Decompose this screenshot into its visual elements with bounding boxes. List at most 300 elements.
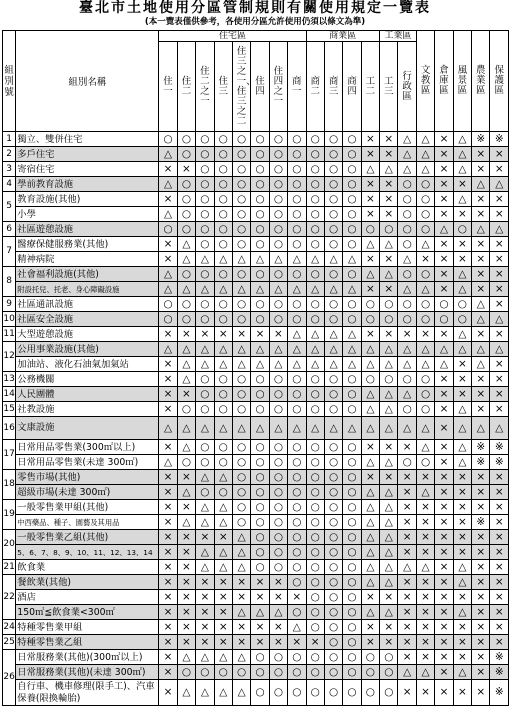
permission-cell: ○ — [177, 297, 195, 312]
table-row — [3, 267, 509, 282]
header-zone-group: 工業區 — [380, 31, 417, 42]
permission-cell: △ — [416, 485, 434, 500]
permission-cell: △ — [343, 282, 361, 297]
permission-cell: ○ — [251, 680, 269, 706]
permission-cell: ○ — [251, 312, 269, 327]
permission-cell: × — [398, 590, 416, 605]
group-name-cell: 人民團體 — [16, 387, 159, 402]
permission-cell: × — [288, 635, 306, 650]
permission-cell: ○ — [324, 620, 342, 635]
permission-cell: △ — [159, 267, 177, 282]
permission-cell: ○ — [324, 402, 342, 417]
permission-cell: △ — [196, 545, 214, 560]
permission-cell: △ — [324, 327, 342, 342]
permission-cell: ○ — [343, 297, 361, 312]
permission-cell: ○ — [324, 515, 342, 530]
permission-cell: × — [490, 500, 509, 515]
permission-cell: △ — [380, 162, 398, 177]
permission-cell: × — [435, 455, 453, 470]
permission-cell: ○ — [398, 312, 416, 327]
permission-cell: ○ — [361, 680, 379, 706]
permission-cell: ○ — [324, 372, 342, 387]
permission-cell: ○ — [214, 177, 232, 192]
permission-cell: × — [472, 252, 490, 267]
permission-cell: × — [435, 147, 453, 162]
permission-cell: × — [380, 207, 398, 222]
permission-cell: ○ — [196, 312, 214, 327]
permission-cell: ○ — [288, 560, 306, 575]
permission-cell: × — [472, 680, 490, 706]
permission-cell: △ — [380, 605, 398, 620]
permission-cell: ○ — [324, 297, 342, 312]
permission-cell: △ — [324, 252, 342, 267]
permission-cell: × — [416, 575, 434, 590]
permission-cell: ○ — [269, 177, 287, 192]
group-number-cell: 19 — [3, 500, 16, 530]
permission-cell: ○ — [196, 132, 214, 147]
permission-cell: × — [490, 327, 509, 342]
permission-cell: ○ — [232, 222, 250, 237]
permission-cell: ○ — [306, 132, 324, 147]
permission-cell: ○ — [214, 440, 232, 455]
permission-cell: △ — [361, 267, 379, 282]
permission-cell: △ — [361, 485, 379, 500]
permission-cell: × — [196, 605, 214, 620]
permission-cell: × — [435, 387, 453, 402]
permission-cell: × — [472, 402, 490, 417]
permission-cell: ○ — [269, 440, 287, 455]
permission-cell: △ — [435, 222, 453, 237]
permission-cell: × — [196, 575, 214, 590]
permission-cell: ○ — [398, 222, 416, 237]
group-name-cell: 餐飲業(其他) — [16, 575, 159, 590]
permission-cell: △ — [214, 545, 232, 560]
permission-cell: × — [472, 237, 490, 252]
group-number-cell: 4 — [3, 177, 16, 192]
permission-cell: × — [472, 372, 490, 387]
permission-cell: ○ — [306, 297, 324, 312]
permission-cell: △ — [380, 485, 398, 500]
group-name-cell: 特種零售業乙組 — [16, 635, 159, 650]
permission-cell: ○ — [214, 455, 232, 470]
permission-cell: ○ — [288, 650, 306, 665]
permission-cell: △ — [361, 545, 379, 560]
permission-cell: ○ — [343, 560, 361, 575]
permission-cell: ○ — [306, 620, 324, 635]
permission-cell: ○ — [416, 402, 434, 417]
group-name-cell: 150㎡≦飲食業<300㎡ — [16, 605, 159, 620]
group-number-cell: 8 — [3, 267, 16, 297]
permission-cell: ○ — [269, 312, 287, 327]
permission-cell: △ — [159, 282, 177, 297]
permission-cell: ○ — [269, 372, 287, 387]
permission-cell: △ — [398, 282, 416, 297]
permission-cell: ○ — [343, 650, 361, 665]
permission-cell: × — [472, 147, 490, 162]
permission-cell: × — [159, 635, 177, 650]
header-zone: 工二 — [361, 42, 379, 132]
permission-cell: × — [472, 620, 490, 635]
permission-cell: ○ — [196, 485, 214, 500]
permission-cell: × — [490, 252, 509, 267]
permission-cell: × — [398, 327, 416, 342]
permission-cell: ○ — [453, 312, 471, 327]
permission-cell: ○ — [343, 665, 361, 680]
group-name-cell: 一般零售業甲組(其他) — [16, 500, 159, 515]
permission-cell: ○ — [288, 267, 306, 282]
permission-cell: × — [416, 590, 434, 605]
header-group-name: 組別名稱 — [16, 31, 159, 132]
permission-cell: ○ — [343, 147, 361, 162]
permission-cell: × — [490, 192, 509, 207]
permission-cell: △ — [416, 147, 434, 162]
permission-cell: × — [159, 620, 177, 635]
permission-cell: △ — [416, 440, 434, 455]
permission-cell: × — [380, 177, 398, 192]
permission-cell: ※ — [490, 680, 509, 706]
permission-cell: × — [398, 650, 416, 665]
permission-cell: × — [435, 650, 453, 665]
permission-cell: △ — [453, 132, 471, 147]
permission-cell: △ — [343, 252, 361, 267]
page-subtitle: (本一覽表僅供參考，各使用分區允許使用仍須以條文為準) — [144, 17, 366, 27]
permission-cell: ○ — [380, 680, 398, 706]
permission-cell: × — [435, 635, 453, 650]
permission-cell: △ — [196, 357, 214, 372]
header-zone: 行政區 — [398, 42, 416, 132]
permission-cell: ○ — [306, 147, 324, 162]
group-name-cell: 公務機關 — [16, 372, 159, 387]
permission-cell: × — [435, 605, 453, 620]
permission-cell: × — [472, 575, 490, 590]
permission-cell: ○ — [232, 387, 250, 402]
permission-cell: ○ — [196, 455, 214, 470]
header-zone: 住四 — [251, 42, 269, 132]
permission-cell: ○ — [196, 387, 214, 402]
permission-cell: ○ — [269, 162, 287, 177]
permission-cell: × — [490, 267, 509, 282]
permission-cell: △ — [453, 162, 471, 177]
group-number-cell: 9 — [3, 297, 16, 312]
permission-cell: △ — [177, 237, 195, 252]
permission-cell: × — [435, 680, 453, 706]
group-number-cell: 24 — [3, 620, 16, 635]
permission-cell: ○ — [214, 387, 232, 402]
permission-cell: × — [435, 470, 453, 485]
permission-cell: ○ — [232, 402, 250, 417]
table-row — [3, 620, 509, 635]
table-row — [3, 297, 509, 312]
group-name-cell: 自行車、機車修理(限手工)、汽車保養(限換輪胎) — [16, 680, 159, 706]
permission-cell: × — [472, 207, 490, 222]
table-row — [3, 207, 509, 222]
permission-cell: × — [435, 237, 453, 252]
permission-cell: × — [490, 635, 509, 650]
permission-cell: ○ — [196, 267, 214, 282]
permission-cell: △ — [196, 680, 214, 706]
header-zone: 風景區 — [453, 31, 471, 132]
permission-cell: × — [490, 545, 509, 560]
permission-cell: ○ — [269, 680, 287, 706]
permission-cell: ○ — [343, 530, 361, 545]
permission-cell: ○ — [416, 222, 434, 237]
permission-cell: △ — [177, 417, 195, 440]
permission-cell: ※ — [490, 132, 509, 147]
permission-cell: △ — [361, 237, 379, 252]
permission-cell: ○ — [269, 147, 287, 162]
permission-cell: × — [177, 590, 195, 605]
zoning-use-table — [2, 30, 509, 706]
table-row — [3, 387, 509, 402]
group-number-cell: 11 — [3, 327, 16, 342]
permission-cell: △ — [288, 252, 306, 267]
permission-cell: × — [435, 440, 453, 455]
permission-cell: △ — [177, 485, 195, 500]
permission-cell: △ — [214, 470, 232, 485]
permission-cell: ○ — [380, 650, 398, 665]
permission-cell: ○ — [306, 440, 324, 455]
permission-cell: △ — [380, 455, 398, 470]
permission-cell: ○ — [288, 237, 306, 252]
permission-cell: ○ — [269, 665, 287, 680]
permission-cell: △ — [453, 267, 471, 282]
permission-cell: ○ — [251, 515, 269, 530]
permission-cell: △ — [214, 680, 232, 706]
permission-cell: △ — [361, 560, 379, 575]
group-number-cell: 7 — [3, 237, 16, 267]
permission-cell: × — [453, 470, 471, 485]
permission-cell: × — [177, 162, 195, 177]
permission-cell: ○ — [232, 470, 250, 485]
permission-cell: ○ — [214, 237, 232, 252]
permission-cell: ○ — [159, 312, 177, 327]
permission-cell: △ — [361, 575, 379, 590]
permission-cell: × — [159, 530, 177, 545]
permission-cell: ○ — [288, 147, 306, 162]
table-row — [3, 177, 509, 192]
group-name-cell: 社會福利設施(其他) — [16, 267, 159, 282]
permission-cell: ○ — [398, 267, 416, 282]
permission-cell: × — [214, 635, 232, 650]
permission-cell: × — [490, 282, 509, 297]
permission-cell: × — [435, 327, 453, 342]
permission-cell: △ — [416, 237, 434, 252]
permission-cell: ○ — [343, 545, 361, 560]
permission-cell: △ — [269, 357, 287, 372]
permission-cell: ○ — [324, 635, 342, 650]
permission-cell: ○ — [214, 267, 232, 282]
permission-cell: ○ — [361, 650, 379, 665]
permission-cell: × — [490, 237, 509, 252]
permission-cell: ○ — [398, 372, 416, 387]
permission-cell: ○ — [343, 455, 361, 470]
permission-cell: × — [177, 500, 195, 515]
permission-cell: × — [159, 252, 177, 267]
permission-cell: ○ — [269, 402, 287, 417]
permission-cell: ○ — [416, 207, 434, 222]
permission-cell: ※ — [472, 515, 490, 530]
permission-cell: × — [490, 372, 509, 387]
table-row — [3, 680, 509, 706]
permission-cell: ○ — [324, 312, 342, 327]
permission-cell: × — [177, 470, 195, 485]
permission-cell: × — [490, 560, 509, 575]
permission-cell: △ — [416, 357, 434, 372]
permission-cell: △ — [324, 282, 342, 297]
permission-cell: × — [453, 680, 471, 706]
permission-cell: × — [472, 192, 490, 207]
permission-cell: × — [159, 560, 177, 575]
group-name-cell: 公用事業設施(其他) — [16, 342, 159, 357]
permission-cell: × — [490, 515, 509, 530]
permission-cell: ○ — [306, 192, 324, 207]
permission-cell: △ — [361, 402, 379, 417]
permission-cell: ○ — [306, 402, 324, 417]
permission-cell: △ — [269, 605, 287, 620]
header-zone-group: 住宅區 — [159, 31, 306, 42]
permission-cell: ○ — [177, 455, 195, 470]
permission-cell: △ — [196, 650, 214, 665]
permission-cell: ○ — [343, 470, 361, 485]
permission-cell: × — [159, 162, 177, 177]
permission-cell: ○ — [324, 455, 342, 470]
permission-cell: × — [269, 620, 287, 635]
permission-cell: ○ — [343, 575, 361, 590]
permission-cell: ○ — [251, 530, 269, 545]
permission-cell: ※ — [490, 665, 509, 680]
permission-cell: × — [159, 485, 177, 500]
permission-cell: △ — [214, 252, 232, 267]
permission-cell: △ — [214, 342, 232, 357]
permission-cell: △ — [472, 312, 490, 327]
permission-cell: × — [196, 635, 214, 650]
permission-cell: △ — [159, 177, 177, 192]
table-row — [3, 372, 509, 387]
permission-cell: × — [490, 590, 509, 605]
permission-cell: △ — [490, 312, 509, 327]
permission-cell: △ — [380, 342, 398, 357]
group-name-cell: 日常服務業(其他)(300㎡以上) — [16, 650, 159, 665]
permission-cell: × — [416, 605, 434, 620]
permission-cell: ○ — [232, 192, 250, 207]
permission-cell: × — [361, 147, 379, 162]
permission-cell: △ — [453, 455, 471, 470]
permission-cell: × — [435, 372, 453, 387]
permission-cell: ○ — [251, 372, 269, 387]
permission-cell: ○ — [214, 485, 232, 500]
permission-cell: ○ — [343, 515, 361, 530]
permission-cell: △ — [398, 387, 416, 402]
table-row — [3, 282, 509, 297]
permission-cell: △ — [380, 387, 398, 402]
permission-cell: △ — [214, 500, 232, 515]
permission-cell: × — [472, 605, 490, 620]
permission-cell: ○ — [269, 530, 287, 545]
permission-cell: × — [435, 402, 453, 417]
permission-cell: △ — [472, 177, 490, 192]
permission-cell: ※ — [472, 440, 490, 455]
permission-cell: ○ — [232, 500, 250, 515]
permission-cell: △ — [232, 282, 250, 297]
group-name-cell: 獨立、雙併住宅 — [16, 132, 159, 147]
permission-cell: ○ — [214, 665, 232, 680]
header-zone: 倉庫區 — [435, 31, 453, 132]
permission-cell: △ — [398, 560, 416, 575]
permission-cell: ○ — [196, 177, 214, 192]
permission-cell: ○ — [324, 590, 342, 605]
permission-cell: △ — [177, 650, 195, 665]
permission-cell: × — [380, 282, 398, 297]
permission-cell: ○ — [343, 440, 361, 455]
group-name-cell: 小學 — [16, 207, 159, 222]
permission-cell: × — [361, 192, 379, 207]
permission-cell: ○ — [177, 207, 195, 222]
permission-cell: ○ — [324, 680, 342, 706]
permission-cell: × — [177, 635, 195, 650]
permission-cell: △ — [361, 342, 379, 357]
permission-cell: × — [251, 620, 269, 635]
permission-cell: × — [159, 402, 177, 417]
permission-cell: ○ — [196, 372, 214, 387]
permission-cell: ○ — [306, 530, 324, 545]
permission-cell: △ — [177, 342, 195, 357]
permission-cell: × — [490, 387, 509, 402]
table-row — [3, 575, 509, 590]
group-name-cell: 超級市場(未達 300㎡) — [16, 485, 159, 500]
permission-cell: ○ — [196, 162, 214, 177]
permission-cell: △ — [177, 357, 195, 372]
permission-cell: ○ — [343, 237, 361, 252]
permission-cell: × — [159, 327, 177, 342]
permission-cell: × — [380, 147, 398, 162]
permission-cell: × — [435, 207, 453, 222]
table-row — [3, 545, 509, 560]
group-name-cell: 教育設施(其他) — [16, 192, 159, 207]
permission-cell: × — [232, 620, 250, 635]
permission-cell: ○ — [288, 680, 306, 706]
permission-cell: × — [159, 500, 177, 515]
permission-cell: ○ — [232, 162, 250, 177]
permission-cell: △ — [398, 342, 416, 357]
permission-cell: ○ — [269, 297, 287, 312]
permission-cell: ○ — [232, 267, 250, 282]
permission-cell: △ — [453, 560, 471, 575]
permission-cell: △ — [177, 252, 195, 267]
permission-cell: △ — [380, 357, 398, 372]
permission-cell: ○ — [251, 560, 269, 575]
permission-cell: × — [214, 605, 232, 620]
permission-cell: ○ — [324, 530, 342, 545]
permission-cell: ○ — [232, 237, 250, 252]
permission-cell: ○ — [288, 515, 306, 530]
permission-cell: ○ — [416, 297, 434, 312]
permission-cell: × — [416, 327, 434, 342]
page-title: 臺北市土地使用分區管制規則有關使用規定一覽表 — [79, 0, 431, 16]
permission-cell: × — [159, 515, 177, 530]
permission-cell: × — [306, 635, 324, 650]
table-row — [3, 470, 509, 485]
permission-cell: ○ — [177, 312, 195, 327]
permission-cell: ○ — [306, 560, 324, 575]
permission-cell: ○ — [196, 402, 214, 417]
permission-cell: ○ — [214, 147, 232, 162]
permission-cell: × — [196, 620, 214, 635]
permission-cell: △ — [398, 417, 416, 440]
permission-cell: ○ — [343, 177, 361, 192]
permission-cell: ○ — [361, 297, 379, 312]
permission-cell: × — [416, 470, 434, 485]
permission-cell: ○ — [288, 372, 306, 387]
